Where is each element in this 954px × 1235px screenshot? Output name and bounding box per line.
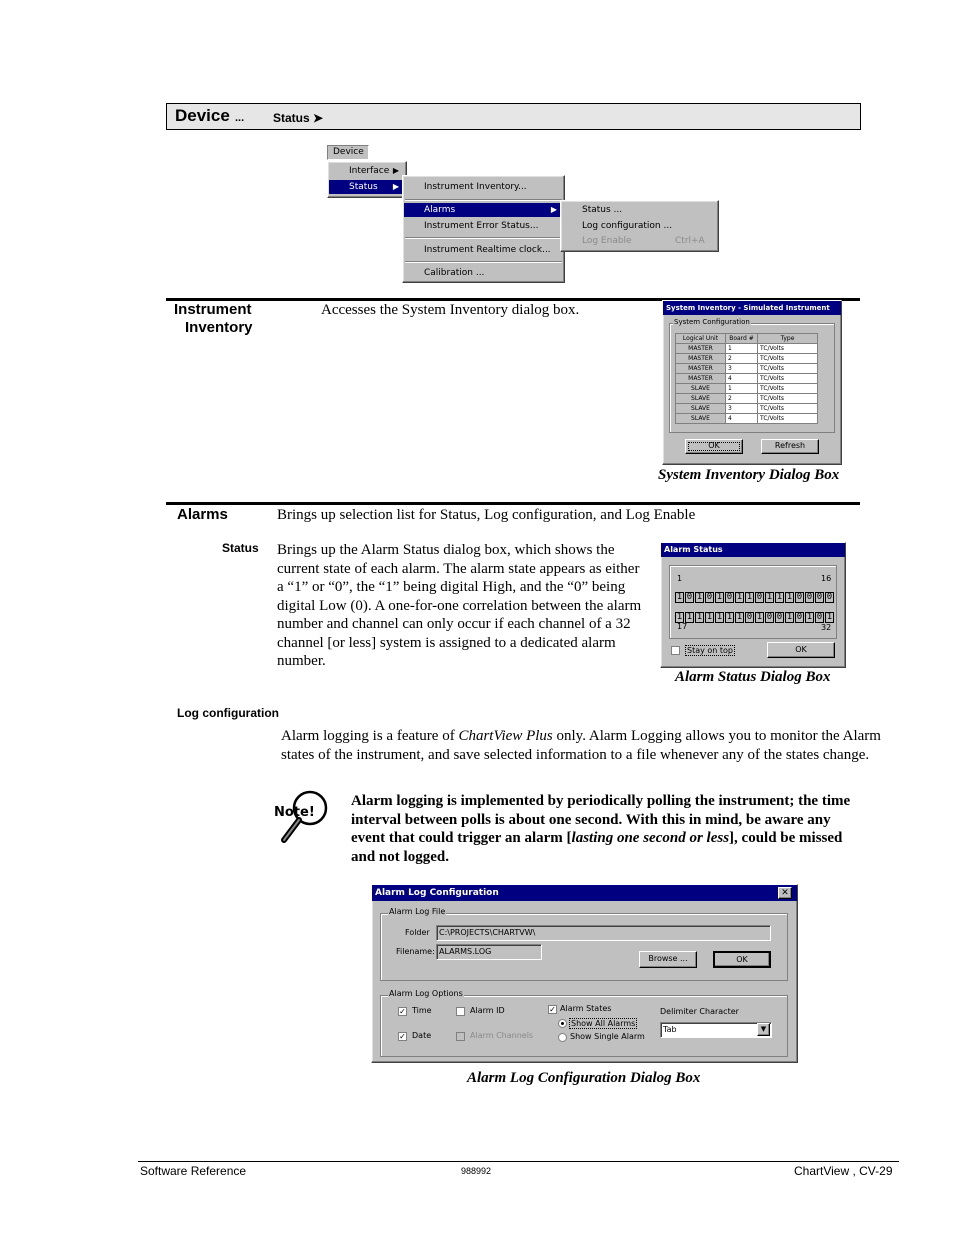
time-checkbox[interactable]: ✓ — [399, 1007, 406, 1016]
alarm-bit: 1 — [746, 592, 753, 602]
alarm-bit: 1 — [826, 612, 833, 622]
note-icon-text: Note! — [274, 805, 315, 820]
alarm-bit: 0 — [686, 592, 693, 602]
folder-label: Folder — [405, 928, 430, 937]
alarm-bit: 1 — [676, 612, 683, 622]
stay-on-top-label: Stay on top — [687, 646, 734, 655]
menu-separator — [405, 237, 562, 239]
label-32: 32 — [821, 623, 832, 632]
table-row[interactable]: SLAVE 4 TC/Volts — [676, 414, 818, 424]
menu-item-realtime-clock[interactable]: Instrument Realtime clock... — [424, 245, 551, 255]
dialog-titlebar: System Inventory - Simulated Instrument — [663, 301, 841, 315]
status-text: Brings up the Alarm Status dialog box, which shows the current state of each alarm. The alarm state appears as either a “1” or “0”, the “1” being digital High, and the “0” being digital Low (0). A one-for-one correlation between the alarm number and channel can only occur if each channel of a 32 channel [or less] system is assigned to a dedicated alarm number. — [277, 542, 642, 669]
label-17: 17 — [677, 622, 688, 631]
ok-button[interactable]: OK — [713, 951, 771, 968]
folder-field[interactable]: C:\PROJECTS\CHARTVW\ — [436, 925, 771, 941]
date-checkbox[interactable]: ✓ — [399, 1032, 406, 1041]
alarm-bit: 1 — [676, 592, 683, 602]
refresh-button[interactable]: Refresh — [761, 439, 819, 454]
inventory-label: Instrument Inventory — [174, 301, 253, 336]
dialog-titlebar: Alarm Status — [661, 543, 845, 557]
alarm-states-label: Alarm States — [560, 1004, 612, 1013]
group-title: Alarm Log File — [389, 907, 446, 916]
section-header-bar — [166, 103, 861, 130]
menu-item-log-enable[interactable]: Log Enable Ctrl+A — [582, 236, 705, 246]
alarm-log-configuration-dialog — [371, 884, 798, 1063]
table-row[interactable]: MASTER 2 TC/Volts — [676, 354, 818, 364]
alarm-bit: 0 — [746, 612, 753, 622]
section-rule — [166, 502, 860, 505]
ok-button[interactable]: OK — [767, 642, 835, 658]
show-all-alarms-radio[interactable] — [558, 1019, 567, 1028]
log-config-caption: Alarm Log Configuration Dialog Box — [467, 1070, 701, 1086]
alarm-bit: 0 — [726, 592, 733, 602]
menu-level2 — [402, 175, 565, 283]
alarm-bit: 0 — [806, 592, 813, 602]
table-row[interactable]: SLAVE 1 TC/Volts — [676, 384, 818, 394]
table-row[interactable]: MASTER 1 TC/Volts — [676, 344, 818, 354]
alarm-bit: 1 — [686, 612, 693, 622]
menu-item-log-configuration[interactable]: Log configuration ... — [582, 221, 673, 231]
alarm-bit: 0 — [816, 592, 823, 602]
menu-item-status[interactable]: Status ▶ — [329, 180, 405, 194]
note-icon — [272, 788, 330, 844]
col-header: Board # — [726, 334, 758, 344]
table-row[interactable]: SLAVE 3 TC/Volts — [676, 404, 818, 414]
alarm-bit: 1 — [786, 612, 793, 622]
table-row[interactable]: SLAVE 2 TC/Volts — [676, 394, 818, 404]
alarm-id-checkbox[interactable] — [456, 1007, 465, 1016]
alarm-row-1 — [675, 586, 835, 604]
submenu-arrow-icon: ▶ — [550, 205, 557, 214]
alarm-row-2 — [675, 606, 835, 624]
show-single-alarm-label: Show Single Alarm — [570, 1032, 645, 1041]
alarm-bit: 1 — [696, 592, 703, 602]
alarm-channels-checkbox[interactable] — [456, 1032, 465, 1041]
browse-button[interactable]: Browse ... — [639, 951, 697, 968]
alarm-bit: 1 — [696, 612, 703, 622]
status-label: Status — [222, 541, 259, 555]
alarm-states-checkbox[interactable]: ✓ — [549, 1005, 556, 1014]
menu-item-alarm-status[interactable]: Status ... — [582, 205, 623, 215]
system-inventory-dialog — [662, 300, 842, 465]
alarm-status-dialog — [660, 542, 846, 668]
menu-separator — [405, 199, 562, 201]
table-row[interactable]: MASTER 4 TC/Volts — [676, 374, 818, 384]
menu-item-alarms[interactable]: Alarms ▶ — [404, 203, 563, 217]
header-dots: ... — [235, 112, 245, 124]
note-text: Alarm logging is implemented by periodically polling the instrument; the time interval between polls is about one second. With this in mind, be aware any event that could trigger an alarm [lasting one second or less], could be missed and not logged. — [351, 793, 851, 865]
status-caption: Alarm Status Dialog Box — [675, 669, 831, 685]
inventory-table-wrap — [675, 333, 818, 424]
header-status: Status ➤ — [273, 111, 324, 125]
col-header: Logical Unit — [676, 334, 726, 344]
group-title: System Configuration — [674, 318, 750, 326]
footer-right: ChartView , CV-29 — [794, 1164, 893, 1178]
alarm-bit: 1 — [716, 612, 723, 622]
alarm-bit: 1 — [766, 592, 773, 602]
alarm-bit: 1 — [806, 612, 813, 622]
menu-level3 — [560, 200, 719, 252]
log-enable-shortcut: Ctrl+A — [675, 236, 705, 246]
alarm-bit: 0 — [766, 612, 773, 622]
menu-separator — [405, 261, 562, 263]
alarm-bit: 0 — [706, 592, 713, 602]
alarms-label: Alarms — [177, 506, 228, 523]
label-1: 1 — [677, 574, 683, 583]
alarm-bit: 0 — [816, 612, 823, 622]
date-label: Date — [412, 1031, 432, 1040]
menu-bar-device[interactable]: Device — [327, 145, 369, 160]
menu-item-interface[interactable]: Interface ▶ — [349, 166, 399, 176]
alarm-channels-label: Alarm Channels — [470, 1031, 534, 1040]
show-all-alarms-label: Show All Alarms — [571, 1019, 636, 1028]
menu-level1 — [327, 161, 407, 198]
submenu-arrow-icon: ▶ — [392, 166, 399, 175]
submenu-arrow-icon: ▶ — [392, 182, 399, 191]
ok-button[interactable]: OK — [685, 439, 743, 454]
label-16: 16 — [821, 574, 832, 583]
inventory-caption: System Inventory Dialog Box — [658, 467, 840, 483]
alarm-bit: 0 — [796, 612, 803, 622]
table-row[interactable]: MASTER 3 TC/Volts — [676, 364, 818, 374]
alarm-bit: 1 — [776, 592, 783, 602]
alarm-bit: 1 — [716, 592, 723, 602]
inventory-table — [675, 333, 818, 424]
group-title: Alarm Log Options — [389, 989, 463, 998]
col-header: Type — [758, 334, 818, 344]
menu-item-error-status[interactable]: Instrument Error Status... — [424, 221, 539, 231]
footer-left: Software Reference — [140, 1164, 247, 1178]
alarm-bit: 1 — [736, 612, 743, 622]
delimiter-label: Delimiter Character — [660, 1007, 739, 1016]
header-device: Device — [175, 106, 230, 125]
dialog-titlebar: Alarm Log Configuration ✕ — [372, 885, 797, 901]
log-configuration-text: Alarm logging is a feature of ChartView Plus only. Alarm Logging allows you to monitor the Alarm states of the instrument, and save selected information to a file whenever any of the states change. — [281, 728, 881, 763]
close-icon[interactable]: ✕ — [778, 887, 792, 899]
menu-screenshot — [326, 144, 720, 284]
footer-rule — [138, 1161, 899, 1162]
alarm-bit: 0 — [796, 592, 803, 602]
footer-center: 988992 — [461, 1166, 492, 1176]
chevron-down-icon[interactable]: ▼ — [757, 1023, 770, 1036]
alarm-bit: 1 — [736, 592, 743, 602]
delimiter-select[interactable]: Tab ▼ — [660, 1022, 772, 1038]
alarm-bit: 0 — [776, 612, 783, 622]
filename-field[interactable]: ALARMS.LOG — [436, 944, 542, 960]
show-single-alarm-radio[interactable] — [558, 1033, 567, 1042]
alarm-bit: 0 — [756, 592, 763, 602]
time-label: Time — [412, 1006, 432, 1015]
menu-item-instrument-inventory[interactable]: Instrument Inventory... — [424, 182, 527, 192]
stay-on-top-checkbox[interactable] — [671, 646, 680, 655]
alarm-bit: 1 — [756, 612, 763, 622]
alarm-bit: 1 — [706, 612, 713, 622]
menu-item-calibration[interactable]: Calibration ... — [424, 268, 485, 278]
alarm-bit: 1 — [726, 612, 733, 622]
alarms-text: Brings up selection list for Status, Log configuration, and Log Enable — [277, 507, 696, 523]
alarm-bit: 1 — [786, 592, 793, 602]
log-configuration-label: Log configuration — [177, 706, 279, 720]
alarm-id-label: Alarm ID — [470, 1006, 505, 1015]
filename-label: Filename: — [396, 947, 435, 956]
inventory-text: Accesses the System Inventory dialog box. — [321, 302, 580, 318]
alarm-bit: 0 — [826, 592, 833, 602]
